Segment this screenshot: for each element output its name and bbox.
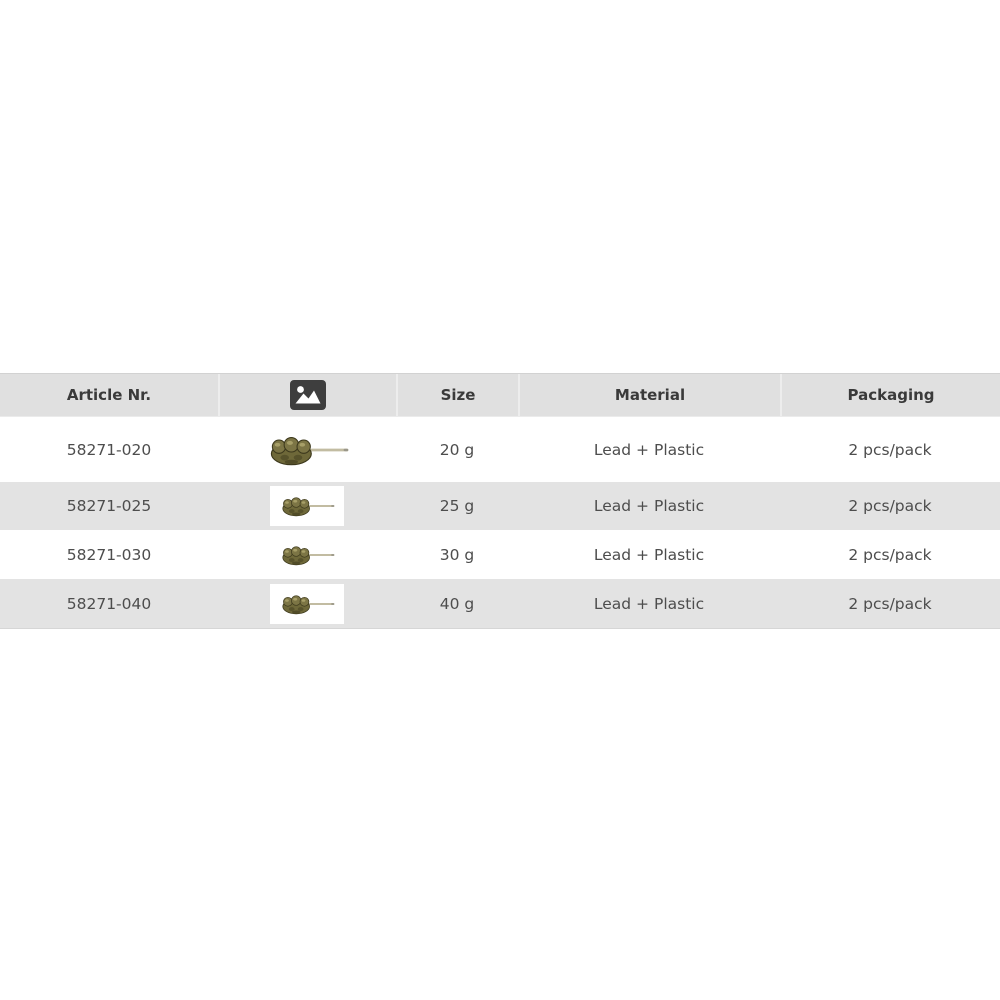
- product-image-cell: [218, 579, 396, 628]
- material-value: Lead + Plastic: [593, 440, 705, 459]
- product-thumbnail: [270, 486, 344, 526]
- lead-weight-image: [260, 429, 355, 471]
- image-icon: [290, 380, 326, 410]
- material-value: Lead + Plastic: [593, 594, 705, 613]
- table-row: [0, 530, 1000, 579]
- article-number: 58271-030: [66, 545, 152, 564]
- packaging-value: 2 pcs/pack: [848, 497, 932, 515]
- column-header-packaging: Packaging: [780, 374, 1000, 416]
- packaging-value: 2 pcs/pack: [848, 440, 932, 459]
- lead-weight-image: [274, 492, 340, 520]
- product-image-cell: [218, 417, 396, 482]
- table-row: [0, 417, 1000, 482]
- article-number: 58271-025: [66, 497, 152, 515]
- material-value: Lead + Plastic: [593, 545, 705, 564]
- article-number: 58271-020: [66, 440, 152, 459]
- column-header-size: Size: [396, 374, 518, 416]
- table-row: [0, 482, 1000, 530]
- product-thumbnail: [257, 425, 357, 475]
- size-value: 30 g: [439, 545, 475, 564]
- lead-weight-image: [274, 541, 340, 569]
- packaging-value: 2 pcs/pack: [848, 545, 932, 564]
- size-value: 25 g: [439, 497, 475, 515]
- size-value: 20 g: [439, 440, 475, 459]
- column-header-image: [218, 374, 396, 416]
- packaging-value: 2 pcs/pack: [848, 594, 932, 613]
- product-thumbnail: [270, 584, 344, 624]
- column-header-material: Material: [518, 374, 780, 416]
- product-thumbnail: [270, 535, 344, 575]
- table-header-row: [0, 374, 1000, 417]
- size-value: 40 g: [439, 594, 475, 613]
- lead-weight-image: [274, 590, 340, 618]
- table-row: [0, 579, 1000, 628]
- product-image-cell: [218, 530, 396, 579]
- article-number: 58271-040: [66, 594, 152, 613]
- material-value: Lead + Plastic: [593, 497, 705, 515]
- table-body: [0, 417, 1000, 628]
- product-spec-table: [0, 373, 1000, 629]
- column-header-article-nr: Article Nr.: [66, 386, 152, 404]
- product-image-cell: [218, 482, 396, 530]
